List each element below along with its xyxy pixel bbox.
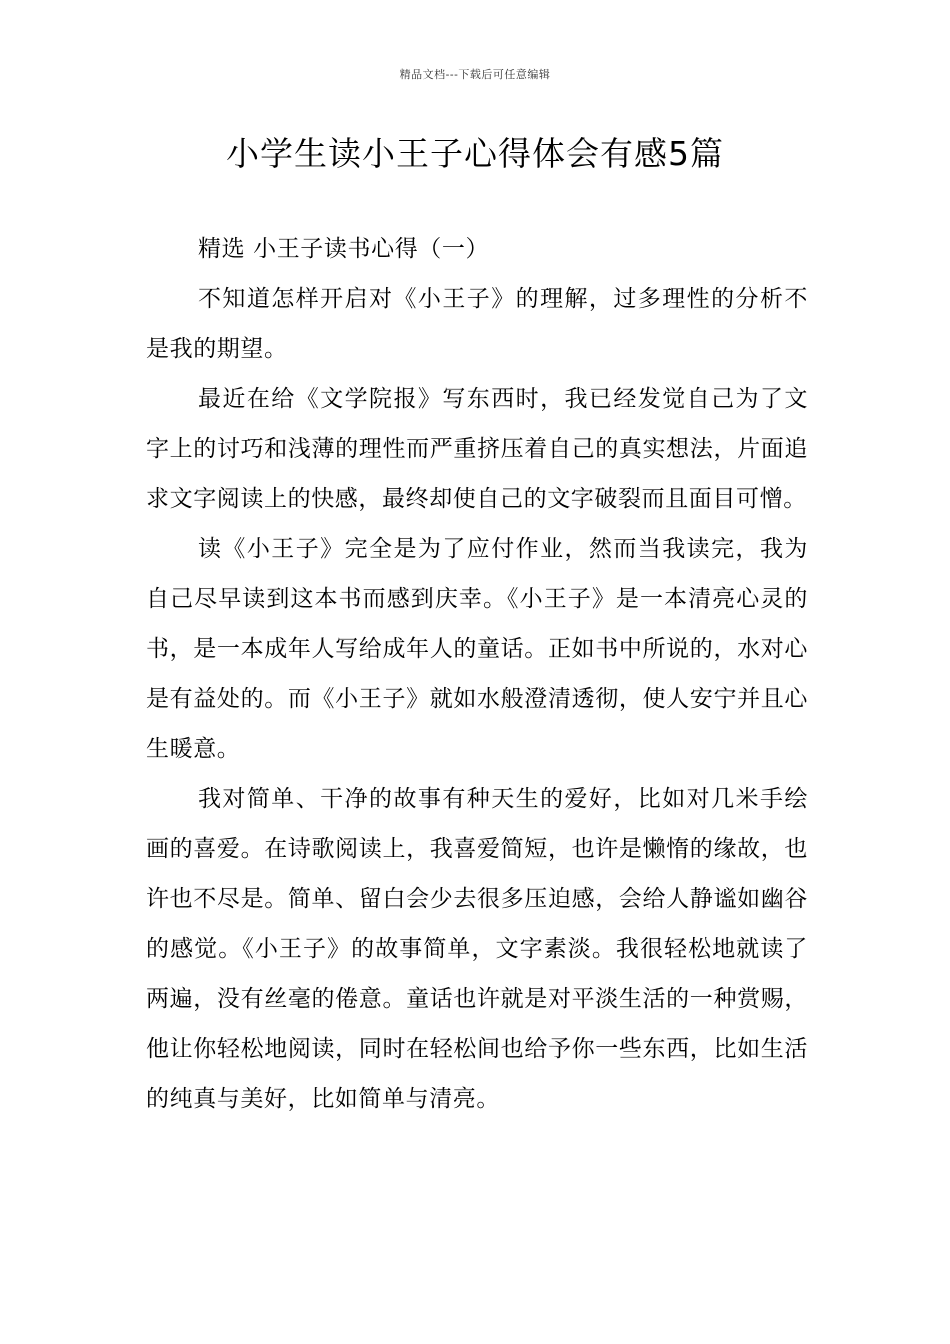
paragraph: 最近在给《文学院报》写东西时，我已经发觉自己为了文字上的讨巧和浅薄的理性而严重挤压着自己的真实想法，片面追求文字阅读上的快感，最终却使自己的文字破裂而且面目可憎。 [146,386,808,512]
paragraph: 不知道怎样开启对《小王子》的理解，过多理性的分析不是我的期望。 [146,286,808,362]
section-heading: 精选 小王子读书心得（一） [198,236,490,262]
document-title: 小学生读小王子心得体会有感5篇 [226,134,724,173]
paragraph: 读《小王子》完全是为了应付作业，然而当我读完，我为自己尽早读到这本书而感到庆幸。《小王子》是一本清亮心灵的书，是一本成年人写给成年人的童话。正如书中所说的，水对心是有益处的。而《小王子》就如水般澄清透彻，使人安宁并且心生暖意。 [146,536,808,762]
paragraph: 我对简单、干净的故事有种天生的爱好，比如对几米手绘画的喜爱。在诗歌阅读上，我喜爱简短，也许是懒惰的缘故，也许也不尽是。简单、留白会少去很多压迫感，会给人静谧如幽谷的感觉。《小王子》的故事简单，文字素淡。我很轻松地就读了两遍，没有丝毫的倦意。童话也许就是对平淡生活的一种赏赐，他让你轻松地阅读，同时在轻松间也给予你一些东西，比如生活的纯真与美好，比如简单与清亮。 [146,786,808,1112]
document-body [146,224,808,1124]
header-note: 精品文档---下载后可任意编辑 [399,68,551,81]
